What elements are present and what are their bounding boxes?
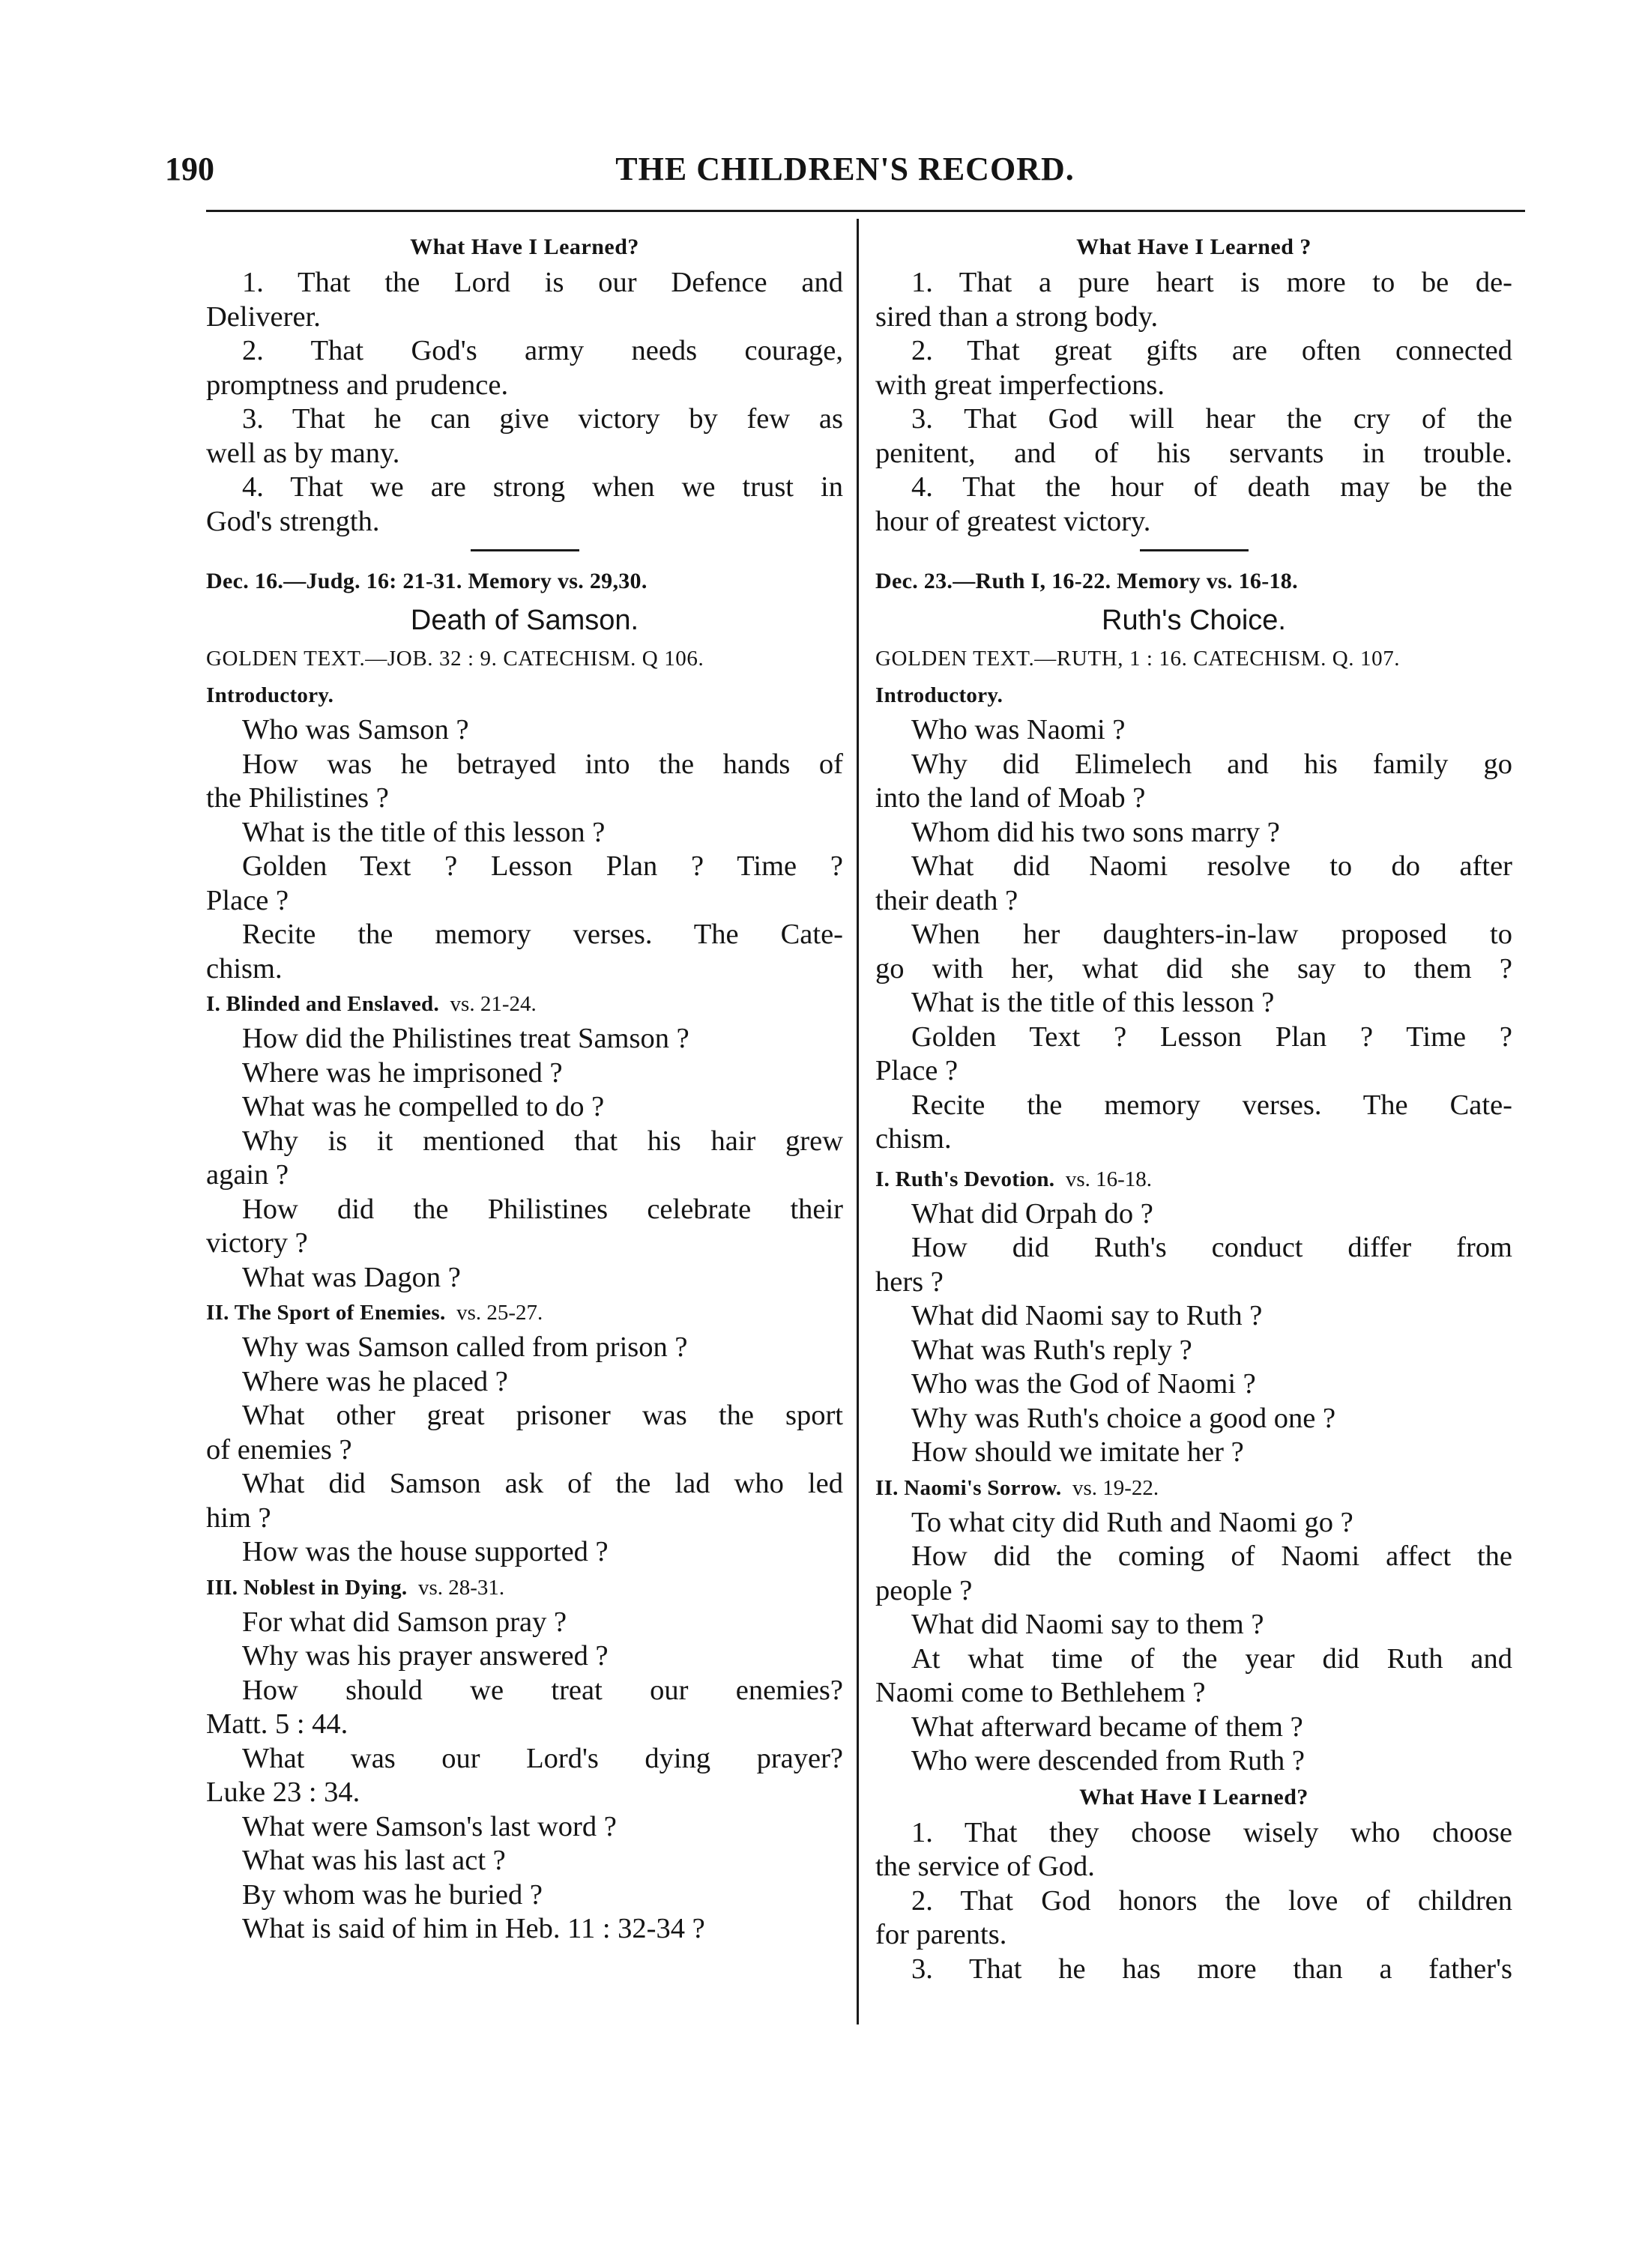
text-line: of enemies ? — [206, 1433, 352, 1466]
text-line: What is said of him in Heb. 11 : 32-34 ? — [242, 1913, 705, 1944]
section-1-questions — [875, 1197, 1512, 1470]
text-line: people ? — [875, 1574, 973, 1606]
text-line: well as by many. — [206, 437, 400, 469]
text-line: 2. That great gifts are often connected — [911, 335, 1512, 366]
text-line: Why did Elimelech and his family go — [911, 748, 1512, 780]
text-line: Place ? — [875, 1055, 959, 1086]
section-2-questions — [875, 1506, 1512, 1779]
section-2-heading: II. Naomi's Sorrow. vs. 19-22. — [875, 1475, 1159, 1500]
section-1-questions — [206, 1022, 843, 1295]
page-header — [165, 150, 1525, 202]
text-line: Recite the memory verses. The Cate- — [911, 1089, 1512, 1121]
text-line: Golden Text ? Lesson Plan ? Time ? — [911, 1020, 1512, 1053]
text-line: How did the Philistines celebrate their — [242, 1193, 843, 1225]
text-line: By whom was he buried ? — [242, 1878, 543, 1911]
text-line: their death ? — [875, 884, 1018, 916]
text-line: go with her, what did she say to them ? — [875, 952, 1512, 985]
text-line: 3. That he can give victory by few as — [242, 403, 843, 435]
text-line: 2. That God's army needs courage, — [242, 335, 843, 366]
text-line: hers ? — [875, 1265, 944, 1298]
text-line: promptness and prudence. — [206, 369, 509, 401]
section-rule — [471, 549, 579, 551]
section-1-heading: I. Ruth's Devotion. vs. 16-18. — [875, 1167, 1153, 1191]
section-3-questions — [206, 1606, 843, 1947]
text-line: Luke 23 : 34. — [206, 1776, 360, 1808]
text-line: chism. — [875, 1123, 952, 1155]
text-line: How was the house supported ? — [242, 1536, 609, 1567]
learned-list — [875, 266, 1512, 539]
text-line: with great imperfections. — [875, 369, 1165, 401]
text-line: Naomi come to Bethlehem ? — [875, 1677, 1206, 1708]
column-divider — [857, 219, 859, 2024]
running-title: THE CHILDREN'S RECORD. — [615, 151, 1075, 187]
text-line: Whom did his two sons marry ? — [911, 816, 1280, 848]
text-line: Who were descended from Ruth ? — [911, 1745, 1305, 1776]
intro-heading: Introductory. — [875, 683, 1003, 707]
text-line: 3. That he has more than a father's — [911, 1953, 1512, 1985]
text-line: Deliverer. — [206, 300, 321, 333]
text-line: What was his last act ? — [242, 1845, 506, 1876]
text-line: God's strength. — [206, 505, 380, 537]
text-line: the Philistines ? — [206, 782, 389, 814]
section-rule — [1140, 549, 1249, 551]
text-line: What were Samson's last word ? — [242, 1810, 617, 1842]
text-line: What afterward became of them ? — [911, 1711, 1303, 1743]
text-line: For what did Samson pray ? — [242, 1606, 567, 1638]
text-line: victory ? — [206, 1227, 308, 1259]
golden-text: GOLDEN TEXT.—RUTH, 1 : 16. CATECHISM. Q. 107. — [875, 647, 1401, 671]
text-line: What did Samson ask of the lad who led — [242, 1468, 843, 1499]
learned-heading-2: What Have I Learned? — [1079, 1784, 1309, 1809]
text-line: At what time of the year did Ruth and — [911, 1642, 1512, 1675]
text-line: again ? — [206, 1159, 289, 1191]
text-line: Place ? — [206, 884, 289, 916]
text-line: Who was Naomi ? — [911, 714, 1126, 746]
learned-list-2 — [875, 1816, 1512, 1987]
text-line: Why was Ruth's choice a good one ? — [911, 1402, 1336, 1434]
text-line: What was Dagon ? — [242, 1261, 461, 1293]
intro-questions — [206, 713, 843, 986]
intro-heading: Introductory. — [206, 683, 334, 707]
text-line: 3. That God will hear the cry of the — [911, 403, 1512, 435]
text-line: How was he betrayed into the hands of — [242, 748, 843, 780]
lesson-title: Ruth's Choice. — [1102, 605, 1286, 636]
text-line: Why was his prayer answered ? — [242, 1640, 609, 1672]
text-line: Why was Samson called from prison ? — [242, 1331, 688, 1363]
text-line: Where was he imprisoned ? — [242, 1056, 563, 1089]
lesson-reference: Dec. 23.—Ruth I, 16-22. Memory vs. 16-18. — [875, 569, 1298, 593]
text-line: What did Naomi say to Ruth ? — [911, 1300, 1263, 1331]
text-line: What was he compelled to do ? — [242, 1091, 605, 1122]
learned-heading: What Have I Learned ? — [1076, 235, 1311, 259]
text-line: What did Naomi resolve to do after — [911, 850, 1512, 882]
text-line: Why is it mentioned that his hair grew — [242, 1125, 843, 1157]
learned-heading: What Have I Learned? — [410, 235, 639, 259]
text-line: What other great prisoner was the sport — [242, 1400, 843, 1431]
lesson-reference: Dec. 16.—Judg. 16: 21-31. Memory vs. 29,30. — [206, 569, 648, 593]
text-line: 1. That a pure heart is more to be de- — [911, 267, 1512, 298]
text-line: What is the title of this lesson ? — [242, 816, 606, 848]
header-rule — [206, 210, 1525, 212]
section-2-heading: II. The Sport of Enemies. vs. 25-27. — [206, 1301, 543, 1325]
text-line: Golden Text ? Lesson Plan ? Time ? — [242, 850, 843, 882]
text-line: 1. That they choose wisely who choose — [911, 1816, 1512, 1848]
text-line: What did Orpah do ? — [911, 1197, 1153, 1230]
learned-list — [206, 266, 843, 539]
text-line: How should we imitate her ? — [911, 1436, 1244, 1468]
text-line: How did Ruth's conduct differ from — [911, 1232, 1512, 1263]
lesson-title: Death of Samson. — [410, 605, 639, 636]
text-line: What did Naomi say to them ? — [911, 1609, 1264, 1640]
text-line: What is the title of this lesson ? — [911, 987, 1275, 1018]
text-line: the service of God. — [875, 1851, 1095, 1882]
text-line: Where was he placed ? — [242, 1365, 508, 1397]
text-line: 2. That God honors the love of children — [911, 1884, 1512, 1917]
text-line: for parents. — [875, 1919, 1007, 1950]
text-line: Who was Samson ? — [242, 714, 469, 746]
page-number: 190 — [165, 151, 214, 187]
section-3-heading: III. Noblest in Dying. vs. 28-31. — [206, 1575, 505, 1600]
intro-questions — [875, 713, 1512, 1157]
text-line: What was our Lord's dying prayer? — [242, 1742, 843, 1774]
section-2-questions — [206, 1331, 843, 1570]
text-line: 4. That the hour of death may be the — [911, 471, 1512, 503]
text-line: What was Ruth's reply ? — [911, 1334, 1192, 1366]
text-line: into the land of Moab ? — [875, 782, 1146, 814]
text-line: How did the coming of Naomi affect the — [911, 1540, 1512, 1572]
text-line: sired than a strong body. — [875, 300, 1159, 333]
text-line: 4. That we are strong when we trust in — [242, 471, 843, 503]
text-line: How did the Philistines treat Samson ? — [242, 1023, 689, 1054]
right-column — [875, 229, 1512, 1986]
text-line: Who was the God of Naomi ? — [911, 1368, 1256, 1400]
text-line: Matt. 5 : 44. — [206, 1708, 348, 1740]
text-line: Recite the memory verses. The Cate- — [242, 919, 843, 950]
text-line: him ? — [206, 1502, 271, 1534]
text-line: How should we treat our enemies? — [242, 1674, 843, 1706]
text-line: hour of greatest victory. — [875, 505, 1151, 537]
text-line: penitent, and of his servants in trouble. — [875, 437, 1512, 469]
text-line: 1. That the Lord is our Defence and — [242, 267, 843, 298]
text-line: To what city did Ruth and Naomi go ? — [911, 1506, 1353, 1538]
text-line: When her daughters-in-law proposed to — [911, 919, 1512, 950]
left-column — [206, 229, 843, 1947]
text-line: chism. — [206, 952, 283, 985]
section-1-heading: I. Blinded and Enslaved. vs. 21-24. — [206, 992, 537, 1016]
golden-text: GOLDEN TEXT.—JOB. 32 : 9. CATECHISM. Q 106. — [206, 647, 704, 671]
